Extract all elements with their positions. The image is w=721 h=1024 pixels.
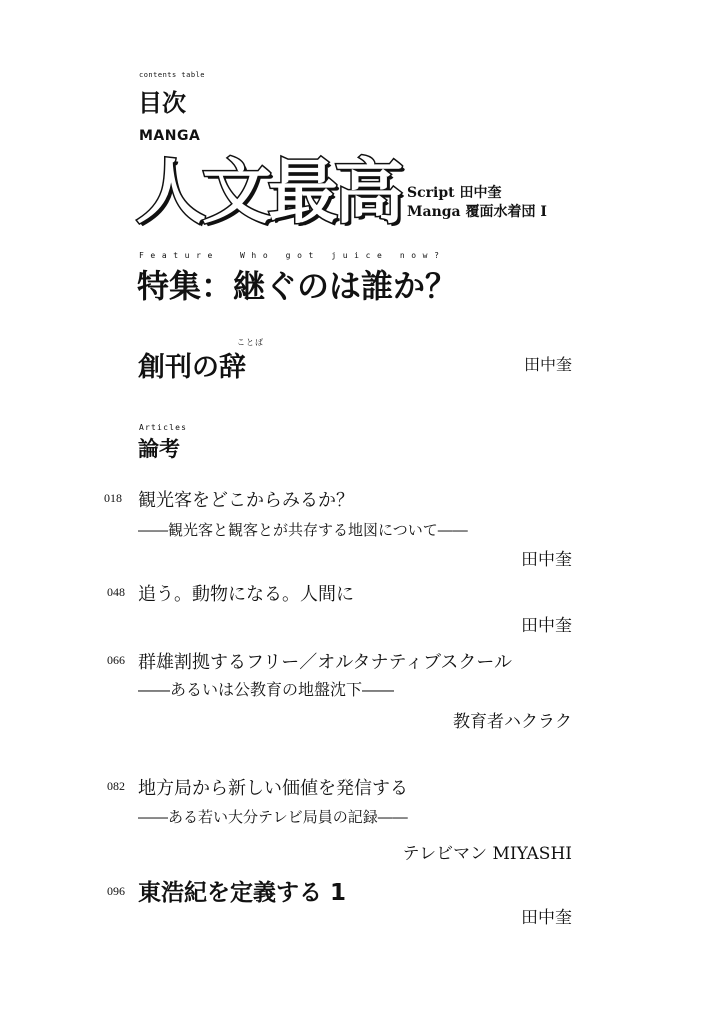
contents-label: contents table [139, 71, 206, 79]
feature-label: Feature [139, 251, 219, 260]
toc-heading: 目次 [138, 89, 186, 117]
article-author: 田中奎 [521, 550, 572, 570]
foreword-author: 田中奎 [523, 355, 572, 374]
foreword-title: 創刊の辞 [138, 352, 246, 383]
feature-label-en: Who got juice now? [240, 251, 446, 260]
manga-label: MANGA [139, 128, 201, 144]
article-page-number: 066 [107, 653, 125, 667]
feature-title: 特集：継ぐのは誰か？ [137, 267, 458, 305]
article-author: 田中奎 [521, 908, 572, 928]
manga-credit: Manga 覆面水着団 I [407, 204, 547, 220]
article-page-number: 018 [104, 491, 122, 505]
article-title[interactable]: 東浩紀を定義する 1 [138, 880, 347, 906]
article-page-number: 096 [107, 884, 125, 898]
article-title[interactable]: 追う。動物になる。人間に [138, 584, 354, 605]
article-subtitle: ――観光客と観客とが共存する地図について―― [138, 521, 468, 539]
article-page-number: 082 [107, 779, 125, 793]
article-author: テレビマン MIYASHI [402, 844, 572, 864]
manga-logo: 人文最高 [136, 151, 400, 233]
article-page-number: 048 [107, 585, 125, 599]
article-author: 教育者ハクラク [453, 712, 572, 732]
article-author: 田中奎 [521, 616, 572, 636]
article-subtitle: ――あるいは公教育の地盤沈下―― [138, 680, 395, 699]
article-subtitle: ――ある若い大分テレビ局員の記録―― [138, 808, 408, 826]
article-title[interactable]: 観光客をどこからみるか？ [138, 490, 354, 511]
article-title[interactable]: 地方局から新しい価値を発信する [138, 778, 408, 799]
foreword-ruby: ことば [237, 338, 264, 347]
articles-label: Articles [139, 423, 188, 432]
article-title[interactable]: 群雄割拠するフリー／オルタナティブスクール [138, 652, 513, 673]
articles-heading: 論考 [138, 437, 180, 461]
script-credit: Script 田中奎 [407, 185, 502, 201]
